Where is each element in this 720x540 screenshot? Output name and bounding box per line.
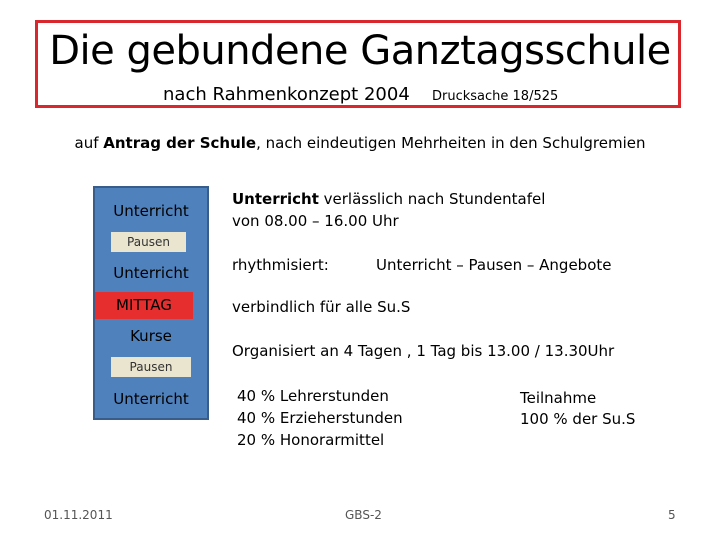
detail-line-2: von 08.00 – 16.00 Uhr	[232, 212, 399, 230]
binding-text: verbindlich für alle Su.S	[232, 298, 411, 316]
rhythm-label: rhythmisiert:	[232, 256, 329, 274]
stack-unterricht-1: Unterricht	[113, 202, 189, 220]
intro-emphasis: Antrag der Schule	[103, 134, 257, 152]
stack-unterricht-3: Unterricht	[113, 390, 189, 408]
page-number: 5	[668, 508, 676, 522]
intro-prefix: auf	[74, 134, 104, 152]
staff-line-2: 40 % Erzieherstunden	[237, 409, 403, 427]
staff-line-1: 40 % Lehrerstunden	[237, 387, 389, 405]
stack-pausen-2: Pausen	[109, 355, 193, 379]
page-subtitle: nach Rahmenkonzept 2004	[163, 84, 410, 105]
detail-line-1-bold: Unterricht	[232, 190, 319, 208]
participation-value: 100 % der Su.S	[520, 410, 636, 428]
page-title: Die gebundene Ganztagsschule	[49, 28, 671, 74]
stack-mittag: MITTAG	[95, 292, 193, 319]
intro-line	[0, 134, 720, 152]
footer-center: GBS-2	[345, 508, 382, 522]
footer-date: 01.11.2011	[44, 508, 113, 522]
stack-kurse: Kurse	[130, 327, 172, 345]
participation-label: Teilnahme	[520, 389, 597, 407]
rhythm-value: Unterricht – Pausen – Angebote	[376, 256, 612, 274]
organised-text: Organisiert an 4 Tagen , 1 Tag bis 13.00 / 13.30Uhr	[232, 342, 615, 360]
document-reference: Drucksache 18/525	[432, 89, 559, 104]
intro-suffix: , nach eindeutigen Mehrheiten in den Schulgremien	[256, 134, 646, 152]
stack-pausen-1: Pausen	[109, 230, 188, 254]
stack-unterricht-2: Unterricht	[113, 264, 189, 282]
detail-line-1-rest: verlässlich nach Stundentafel	[318, 190, 546, 208]
staff-line-3: 20 % Honorarmittel	[237, 431, 385, 449]
detail-line-1	[232, 190, 545, 208]
